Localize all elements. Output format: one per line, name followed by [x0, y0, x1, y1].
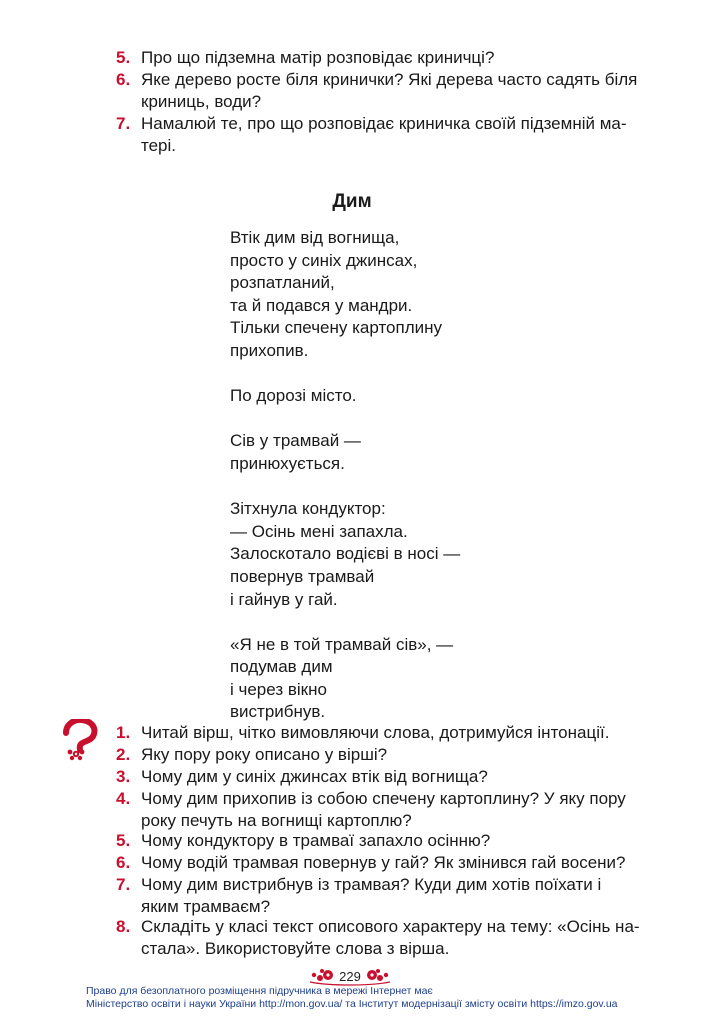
question-item: [116, 874, 642, 918]
poem-line: повернув трамвай: [230, 566, 375, 586]
poem-stanza: [230, 385, 460, 408]
poem-line: Втік дим від вогнища,: [230, 228, 400, 247]
poem-line: Зітхнула кондуктор:: [230, 499, 386, 519]
question-number: 4.: [116, 789, 131, 808]
poem-line: — Осінь мені запахла.: [230, 521, 408, 541]
poem-line: подумав дим: [230, 657, 333, 677]
question-item: [116, 916, 642, 960]
question-item: [116, 830, 642, 852]
poem-line: розпатланий,: [230, 273, 335, 293]
license-footer: [86, 985, 646, 1011]
poem-line: принюхується.: [230, 453, 345, 473]
poem-stanza: [230, 634, 460, 724]
license-line: Право для безоплатного розміщення підручника в мережі Інтернет має: [86, 985, 433, 997]
poem-line: Сів у трамвай —: [230, 431, 361, 451]
poem-line: прихопив.: [230, 340, 309, 360]
question-text: Яку пору року описано у вірші?: [141, 745, 388, 764]
poem-title: Дим: [332, 191, 372, 212]
question-text: Чому кондуктору в трамваї запахло осінню?: [141, 831, 491, 850]
question-number: 7.: [116, 875, 131, 894]
question-text: Читай вірш, чітко вимовляючи слова, дотримуйся інтонації.: [141, 723, 610, 742]
license-line: Міністерство освіти і науки України http://mon.gov.ua/ та Інститут модернізації змісту освіти https://imzo.gov.ua: [86, 998, 618, 1010]
question-text: Складіть у класі текст описового характеру на тему: «Осінь на-стала». Використовуйте слова з вірша.: [141, 917, 640, 958]
question-item: [116, 113, 642, 157]
question-item: [116, 722, 642, 744]
question-text: Чому дим вистрибнув із трамвая? Куди дим хотів поїхати і яким трамваєм?: [141, 875, 602, 916]
poem-line: Залоскотало водієві в носі —: [230, 544, 461, 564]
question-number: 8.: [116, 917, 131, 936]
question-text: Чому дим прихопив із собою спечену картоплину? У яку пору року печуть на вогнищі картоплю?: [141, 789, 626, 830]
question-text: Намалюй те, про що розповідає криничка своїй підземній ма-терi.: [141, 114, 627, 155]
poem-line: і гайнув у гай.: [230, 589, 338, 609]
poem-stanza: [230, 498, 460, 611]
question-number: 7.: [116, 114, 131, 133]
poem-line: і через вікно: [230, 679, 327, 699]
question-item: [116, 47, 642, 69]
question-text: Чому водій трамвая повернув у гай? Як змінився гай восени?: [141, 853, 626, 872]
poem-line: Тільки спечену картоплину: [230, 318, 443, 338]
question-number: 6.: [116, 853, 131, 872]
question-number: 3.: [116, 767, 131, 786]
question-text: Про що підземна матір розповідає криничці?: [141, 48, 495, 67]
poem-line: вистрибнув.: [230, 702, 326, 722]
question-item: [116, 766, 642, 788]
question-number: 6.: [116, 70, 131, 89]
question-text: Яке дерево росте біля кринички? Які дерева часто садять біля криниць, води?: [141, 70, 638, 111]
poem-line: та й подався у мандри.: [230, 295, 413, 315]
poem-line: По дорозі місто.: [230, 386, 357, 406]
poem-line: «Я не в той трамвай сів», —: [230, 634, 454, 654]
question-item: [116, 69, 642, 113]
question-number: 2.: [116, 745, 131, 764]
question-number: 5.: [116, 48, 131, 67]
question-item: [116, 788, 642, 832]
poem-stanza: [230, 227, 460, 363]
question-item: [116, 744, 642, 766]
poem-line: просто у синіх джинсах,: [230, 250, 418, 270]
question-number: 5.: [116, 831, 131, 850]
question-text: Чому дим у синіх джинсах втік від вогнища?: [141, 767, 488, 786]
poem-stanza: [230, 430, 460, 475]
question-mark-ornament-icon: [60, 719, 100, 761]
question-number: 1.: [116, 723, 131, 742]
page-number: 229: [339, 969, 361, 984]
poem-body: [230, 227, 460, 724]
question-item: [116, 852, 642, 874]
